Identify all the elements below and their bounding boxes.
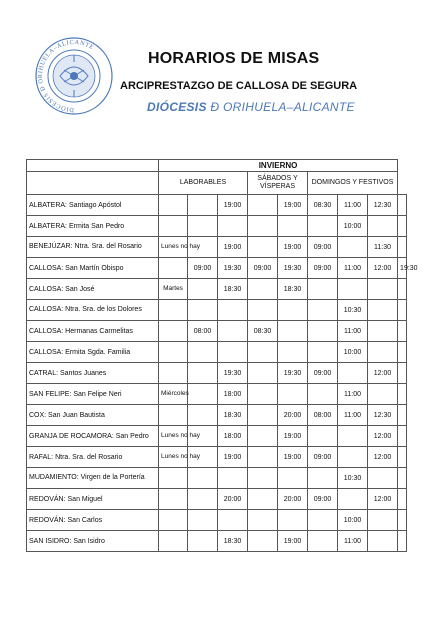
table-row xyxy=(27,258,407,279)
mass-time xyxy=(308,321,338,342)
mass-time xyxy=(308,510,338,531)
day-note xyxy=(159,468,188,489)
mass-time xyxy=(248,447,278,468)
mass-time: 11:00 xyxy=(338,321,368,342)
mass-time xyxy=(308,426,338,447)
table-row xyxy=(27,468,407,489)
mass-time: 19:00 xyxy=(278,195,308,216)
mass-time: 19:00 xyxy=(218,237,248,258)
mass-time: 18:00 xyxy=(218,384,248,405)
mass-time xyxy=(278,510,308,531)
mass-time: 19:00 xyxy=(218,195,248,216)
mass-time xyxy=(338,237,368,258)
church-name: SAN ISIDRO: San Isidro xyxy=(27,531,159,552)
col-group-sabados: SÁBADOS Y VÍSPERAS xyxy=(248,172,308,195)
mass-time: 20:00 xyxy=(218,489,248,510)
mass-time: 11:30 xyxy=(368,237,398,258)
table-row xyxy=(27,279,407,300)
mass-time: 19:00 xyxy=(278,531,308,552)
mass-time: 19:30 xyxy=(278,363,308,384)
mass-time xyxy=(218,216,248,237)
mass-time xyxy=(398,321,407,342)
mass-time xyxy=(398,300,407,321)
day-note xyxy=(159,300,188,321)
mass-time: 10:30 xyxy=(338,468,368,489)
mass-time xyxy=(248,384,278,405)
mass-time xyxy=(278,321,308,342)
mass-time xyxy=(398,531,407,552)
mass-time: 11:00 xyxy=(338,384,368,405)
table-row xyxy=(27,384,407,405)
mass-time: 18:30 xyxy=(218,531,248,552)
mass-time xyxy=(308,468,338,489)
day-note xyxy=(159,489,188,510)
mass-time xyxy=(398,342,407,363)
mass-time: 09:00 xyxy=(188,258,218,279)
col-group-laborables: LABORABLES xyxy=(159,172,248,195)
mass-time xyxy=(368,342,398,363)
mass-time xyxy=(248,426,278,447)
mass-time xyxy=(368,468,398,489)
table-row xyxy=(27,531,407,552)
mass-time xyxy=(398,279,407,300)
mass-time xyxy=(308,531,338,552)
mass-time: 19:30 xyxy=(218,258,248,279)
mass-time xyxy=(398,363,407,384)
mass-time: 12:30 xyxy=(368,405,398,426)
seal-text: DIÓCESIS Ð ORIHUELA–ALICANTE xyxy=(36,38,96,114)
mass-time xyxy=(248,489,278,510)
mass-time xyxy=(398,195,407,216)
mass-time xyxy=(248,363,278,384)
mass-time xyxy=(308,342,338,363)
mass-time: 11:00 xyxy=(338,531,368,552)
mass-time: 09:00 xyxy=(308,447,338,468)
church-name: REDOVÁN: San Miguel xyxy=(27,489,159,510)
mass-time: 09:00 xyxy=(308,489,338,510)
mass-time xyxy=(338,489,368,510)
mass-time xyxy=(248,342,278,363)
mass-time xyxy=(248,405,278,426)
mass-time: 19:30 xyxy=(218,363,248,384)
day-note: Martes xyxy=(159,279,188,300)
table-row xyxy=(27,321,407,342)
mass-time: 11:00 xyxy=(338,258,368,279)
mass-time xyxy=(248,468,278,489)
church-name: CALLOSA: Ermita Sgda. Familia xyxy=(27,342,159,363)
church-name: CALLOSA: San Martín Obispo xyxy=(27,258,159,279)
mass-time xyxy=(278,384,308,405)
mass-time xyxy=(308,216,338,237)
mass-time xyxy=(248,300,278,321)
mass-time: 08:30 xyxy=(308,195,338,216)
mass-time: 10:00 xyxy=(338,216,368,237)
mass-time xyxy=(188,279,218,300)
church-name: CALLOSA: San José xyxy=(27,279,159,300)
mass-time: 10:00 xyxy=(338,342,368,363)
table-row xyxy=(27,342,407,363)
mass-time xyxy=(188,468,218,489)
mass-time xyxy=(398,489,407,510)
mass-time xyxy=(398,237,407,258)
mass-time xyxy=(398,426,407,447)
table-row xyxy=(27,216,407,237)
mass-time xyxy=(188,531,218,552)
mass-time: 09:00 xyxy=(308,237,338,258)
mass-time xyxy=(398,468,407,489)
day-note xyxy=(159,405,188,426)
table-row xyxy=(27,300,407,321)
mass-time: 12:00 xyxy=(368,363,398,384)
mass-time xyxy=(248,195,278,216)
church-name: CATRAL: Santos Juanes xyxy=(27,363,159,384)
mass-time xyxy=(368,510,398,531)
table-row xyxy=(27,195,407,216)
mass-time xyxy=(248,237,278,258)
day-note xyxy=(159,342,188,363)
mass-time: 11:00 xyxy=(338,405,368,426)
mass-time: 10:00 xyxy=(338,510,368,531)
church-name: RAFAL: Ntra. Sra. del Rosario xyxy=(27,447,159,468)
mass-time xyxy=(368,531,398,552)
church-name: SAN FELIPE: San Felipe Neri xyxy=(27,384,159,405)
church-name: ALBATERA: Santiago Apóstol xyxy=(27,195,159,216)
church-name: MUDAMIENTO: Virgen de la Portería xyxy=(27,468,159,489)
mass-time: 12:00 xyxy=(368,447,398,468)
mass-time: 20:00 xyxy=(278,405,308,426)
mass-time xyxy=(308,279,338,300)
table-row xyxy=(27,510,407,531)
mass-time xyxy=(218,468,248,489)
mass-time: 12:00 xyxy=(368,489,398,510)
mass-time xyxy=(278,342,308,363)
mass-time xyxy=(188,363,218,384)
season-header: INVIERNO xyxy=(159,160,398,172)
mass-time: 20:00 xyxy=(278,489,308,510)
mass-time xyxy=(368,216,398,237)
page-title: HORARIOS DE MISAS xyxy=(148,50,320,67)
mass-time xyxy=(188,405,218,426)
mass-time: 09:00 xyxy=(308,258,338,279)
mass-time: 19:30 xyxy=(398,258,407,279)
col-group-domingos: DOMINGOS Y FESTIVOS xyxy=(308,172,398,195)
day-note xyxy=(159,258,188,279)
mass-time xyxy=(188,216,218,237)
mass-time xyxy=(398,405,407,426)
mass-time xyxy=(398,384,407,405)
mass-time xyxy=(248,279,278,300)
table-row xyxy=(27,405,407,426)
mass-time xyxy=(368,300,398,321)
table-row xyxy=(27,237,407,258)
mass-time: 19:00 xyxy=(278,447,308,468)
mass-time: 19:30 xyxy=(278,258,308,279)
mass-time xyxy=(368,321,398,342)
mass-schedule-table xyxy=(26,159,418,552)
table-row xyxy=(27,489,407,510)
church-name: CALLOSA: Hermanas Carmelitas xyxy=(27,321,159,342)
mass-time xyxy=(338,363,368,384)
mass-time xyxy=(218,342,248,363)
church-name: COX: San Juan Bautista xyxy=(27,405,159,426)
mass-time xyxy=(218,300,248,321)
mass-time xyxy=(188,195,218,216)
mass-time xyxy=(248,510,278,531)
mass-time xyxy=(278,216,308,237)
day-note: Lunes no hay xyxy=(159,447,188,468)
mass-time: 09:00 xyxy=(308,363,338,384)
table-row xyxy=(27,363,407,384)
mass-time: 19:00 xyxy=(278,237,308,258)
day-note xyxy=(159,321,188,342)
mass-time xyxy=(398,447,407,468)
mass-time xyxy=(188,510,218,531)
mass-time: 12:00 xyxy=(368,258,398,279)
mass-time xyxy=(188,489,218,510)
diocese-wordmark-bold: DIÓCESIS xyxy=(147,100,207,114)
mass-time: 18:30 xyxy=(278,279,308,300)
mass-time xyxy=(278,300,308,321)
mass-time: 08:00 xyxy=(188,321,218,342)
mass-time: 18:00 xyxy=(218,426,248,447)
mass-time xyxy=(368,279,398,300)
mass-time xyxy=(218,321,248,342)
mass-time: 09:00 xyxy=(248,258,278,279)
church-name: BENEJÚZAR: Ntra. Sra. del Rosario xyxy=(27,237,159,258)
mass-time xyxy=(338,447,368,468)
mass-time: 10:30 xyxy=(338,300,368,321)
day-note xyxy=(159,195,188,216)
mass-time xyxy=(338,279,368,300)
mass-time: 08:00 xyxy=(308,405,338,426)
mass-time: 19:00 xyxy=(218,447,248,468)
table-row xyxy=(27,447,407,468)
mass-time: 11:00 xyxy=(338,195,368,216)
mass-time xyxy=(188,384,218,405)
page-subtitle: ARCIPRESTAZGO DE CALLOSA DE SEGURA xyxy=(120,80,358,92)
mass-time: 12:30 xyxy=(368,195,398,216)
mass-time: 19:00 xyxy=(278,426,308,447)
mass-time xyxy=(308,384,338,405)
mass-time xyxy=(248,216,278,237)
day-note xyxy=(159,510,188,531)
mass-time: 18:30 xyxy=(218,405,248,426)
church-name: REDOVÁN: San Carlos xyxy=(27,510,159,531)
mass-time xyxy=(188,342,218,363)
day-note: Lunes no hay xyxy=(159,426,188,447)
mass-time: 08:30 xyxy=(248,321,278,342)
mass-time: 18:30 xyxy=(218,279,248,300)
day-note: Miércoles xyxy=(159,384,188,405)
church-name: ALBATERA: Ermita San Pedro xyxy=(27,216,159,237)
mass-time xyxy=(248,531,278,552)
church-name: GRANJA DE ROCAMORA: San Pedro xyxy=(27,426,159,447)
church-name: CALLOSA: Ntra. Sra. de los Dolores xyxy=(27,300,159,321)
diocese-seal-logo xyxy=(34,36,114,116)
day-note: Lunes no hay xyxy=(159,237,188,258)
day-note xyxy=(159,531,188,552)
diocese-wordmark-rest: Ð ORIHUELA–ALICANTE xyxy=(210,100,355,114)
mass-time xyxy=(308,300,338,321)
mass-time xyxy=(188,300,218,321)
diocese-wordmark xyxy=(147,100,355,114)
mass-time xyxy=(398,510,407,531)
table-row xyxy=(27,426,407,447)
mass-time xyxy=(278,468,308,489)
mass-time: 12:00 xyxy=(368,426,398,447)
day-note xyxy=(159,216,188,237)
day-note xyxy=(159,363,188,384)
mass-time xyxy=(398,216,407,237)
mass-time xyxy=(368,384,398,405)
mass-time xyxy=(218,510,248,531)
mass-time xyxy=(338,426,368,447)
